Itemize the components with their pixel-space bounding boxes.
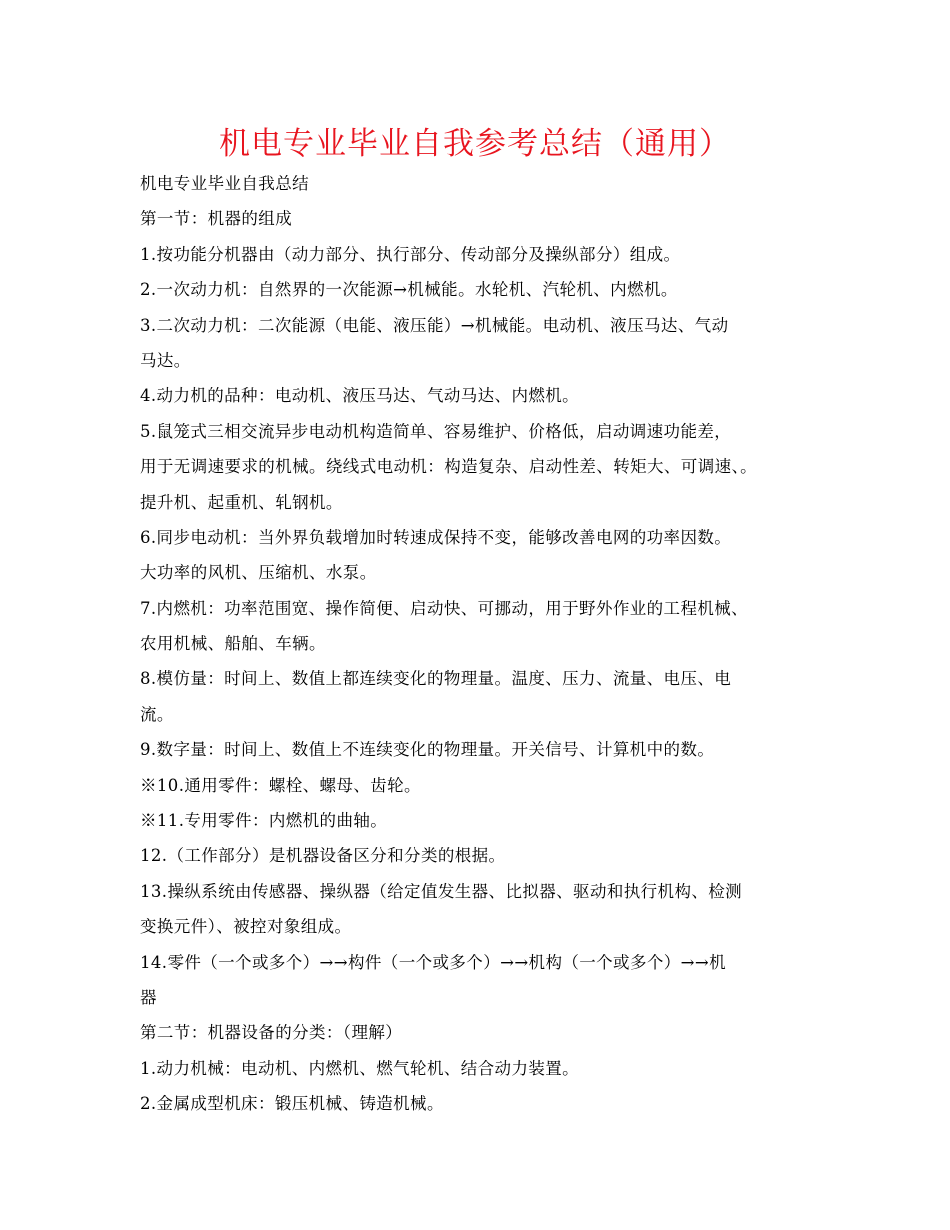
text-line: 6.同步电动机：当外界负载增加时转速成保持不变，能够改善电网的功率因数。: [140, 527, 732, 547]
text-line: 用于无调速要求的机械。绕线式电动机：构造复杂、启动性差、转矩大、可调速、。: [140, 457, 758, 477]
text-line: 大功率的风机、压缩机、水泵。: [140, 563, 377, 583]
text-line: 9.数字量：时间上、数值上不连续变化的物理量。开关信号、计算机中的数。: [140, 740, 715, 760]
text-line: 14.零件（一个或多个）→→构件（一个或多个）→→机构（一个或多个）→→机: [140, 952, 726, 972]
text-line: 农用机械、船舶、车辆。: [140, 634, 326, 654]
text-line: 8.模仿量：时间上、数值上都连续变化的物理量。温度、压力、流量、电压、电: [140, 669, 732, 689]
text-line: 2.一次动力机：自然界的一次能源→机械能。水轮机、汽轮机、内燃机。: [140, 280, 678, 300]
text-line: 流。: [140, 704, 174, 724]
text-line: 13.操纵系统由传感器、操纵器（给定值发生器、比拟器、驱动和执行机构、检测: [140, 881, 743, 901]
section-heading-1: 第一节：机器的组成: [140, 209, 293, 229]
text-line: 1.动力机械：电动机、内燃机、燃气轮机、结合动力装置。: [140, 1058, 580, 1078]
text-line: 器: [140, 987, 157, 1007]
text-line: 变换元件）、被控对象组成。: [140, 917, 352, 937]
text-line: 提升机、起重机、轧钢机。: [140, 492, 343, 512]
document-body: [140, 166, 830, 1122]
text-line: ※10.通用零件：螺栓、螺母、齿轮。: [140, 775, 421, 795]
text-line: 4.动力机的品种：电动机、液压马达、气动马达、内燃机。: [140, 386, 580, 406]
text-line: 马达。: [140, 350, 191, 370]
section-subtitle: 机电专业毕业自我总结: [140, 174, 309, 193]
text-line: 2.金属成型机床：锻压机械、铸造机械。: [140, 1094, 444, 1114]
section-heading-2: 第二节：机器设备的分类：（理解）: [140, 1023, 403, 1043]
text-line: ※11.专用零件：内燃机的曲轴。: [140, 811, 388, 831]
text-line: 12.（工作部分）是机器设备区分和分类的根据。: [140, 846, 506, 866]
text-line: 5.鼠笼式三相交流异步电动机构造简单、容易维护、价格低，启动调速功能差，: [140, 421, 732, 441]
text-line: 3.二次动力机：二次能源（电能、液压能）→机械能。电动机、液压马达、气动: [140, 315, 729, 335]
text-line: 1.按功能分机器由（动力部分、执行部分、传动部分及操纵部分）组成。: [140, 244, 681, 264]
document-title: 机电专业毕业自我参考总结（通用）: [219, 126, 731, 162]
text-line: 7.内燃机：功率范围宽、操作简便、启动快、可挪动，用于野外作业的工程机械、: [140, 598, 749, 618]
